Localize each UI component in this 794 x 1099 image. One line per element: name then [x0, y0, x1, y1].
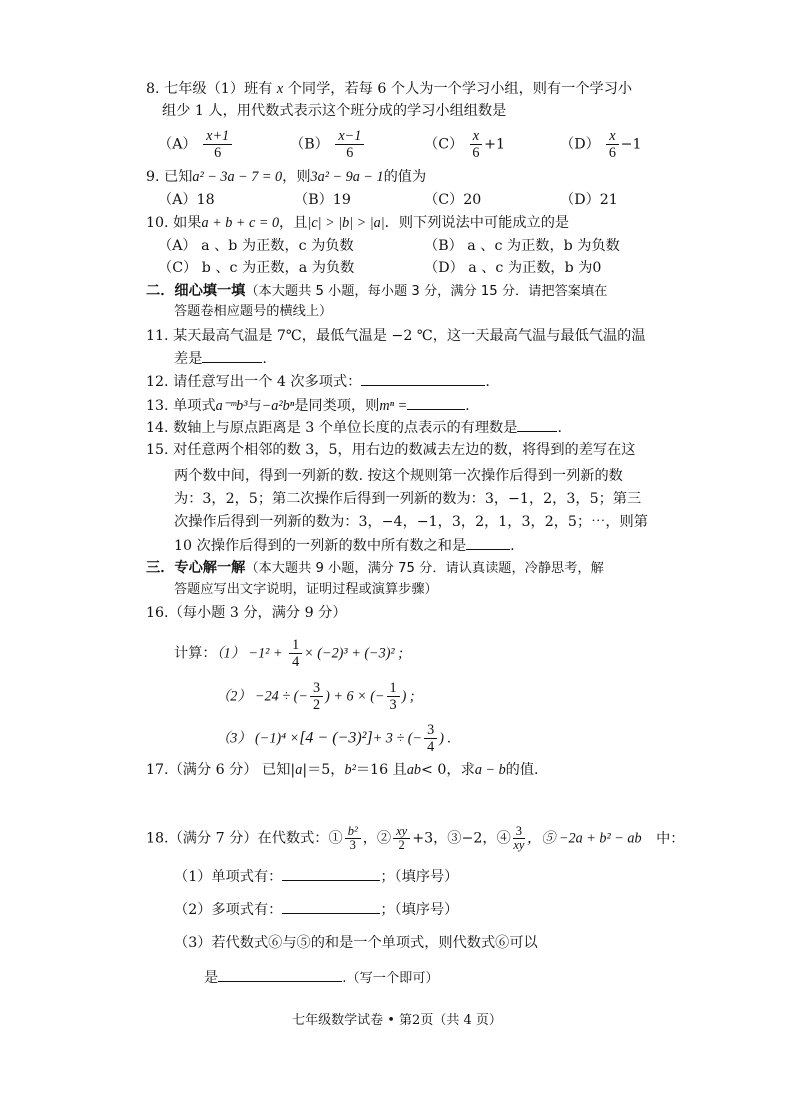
q8-option-c: （C） $\frac{x}{6}$ +1: [424, 128, 505, 161]
answer-blank[interactable]: [218, 967, 342, 982]
answer-blank[interactable]: [361, 371, 485, 386]
q8-option-d: （D） $\frac{x}{6}$ −1: [560, 128, 642, 161]
answer-blank[interactable]: [282, 866, 380, 881]
q10-stem: 10. 如果a + b + c = 0，且|c| > |b| > |a|．则下列说法中可能成立的是: [146, 215, 570, 231]
q16-part1: 计算：（1） −1² + $\frac{1}{4}$ × (−2)³ + (−3)² ;: [174, 637, 403, 670]
fraction: $\frac{1}{3}$: [387, 680, 400, 713]
q12: 12. 请任意写出一个 4 次多项式： .: [146, 371, 490, 392]
section-2-header: 二．细心填一填（本大题共 5 小题，每小题 3 分，满分 15 分．请把答案填在: [146, 283, 608, 299]
q9-stem: 9. 已知a² − 3a − 7 = 0，则3a² − 9a − 1的值为: [146, 169, 427, 185]
fraction: $\frac{3}{2}$: [310, 680, 323, 713]
q18-sub2: （2）多项式有： ；（填序号）: [174, 899, 458, 920]
q9-option-a: （A）18: [158, 192, 215, 208]
q11-line1: 11. 某天最高气温是 7℃，最低气温是 −2 ℃，这一天最高气温与最低气温的温: [146, 328, 646, 344]
answer-blank[interactable]: [466, 535, 510, 550]
q9-option-c: （C）20: [424, 192, 482, 208]
fraction: $\frac{3}{4}$: [424, 722, 437, 755]
section-3-header: 三．专心解一解（本大题共 9 小题，满分 75 分．请认真读题，冷静思考，解: [146, 560, 604, 576]
fraction: $\frac{x}{6}$: [470, 128, 482, 161]
answer-blank[interactable]: [407, 395, 465, 410]
q16-part3: （3） (−1)⁴ ×[4 − (−3)²]+ 3 ÷ (− $\frac{3}{4}$ ) .: [216, 722, 452, 755]
q8-line2: 组少 1 人，用代数式表示这个班分成的学习小组组数是: [162, 103, 507, 119]
fraction: $\frac{x}{6}$: [606, 128, 618, 161]
page-footer: 七年级数学试卷 • 第2页（共 4 页）: [292, 1013, 502, 1028]
fraction: $\frac{xy}{2}$: [393, 825, 410, 852]
q15-line4: 次操作后得到一列新的数为：3，−4，−1，3，2，1，3，2，5；⋯，则第: [174, 514, 648, 530]
q15-line1: 15. 对任意两个相邻的数 3，5，用右边的数减去左边的数，将得到的差写在这: [146, 442, 636, 458]
q18-stem: 18.（满分 7 分）在代数式：① $\frac{\text{b²}}{3}$ ，② $\frac{xy}{2}$ +3，③−2，④ $\frac{3}{xy}$ ，⑤ −2a + b² − ab 中：: [146, 824, 685, 852]
q17: 17.（满分 6 分） 已知|a|＝5，b²＝16 且ab< 0，求a − b的值.: [146, 762, 539, 778]
answer-blank[interactable]: [517, 417, 557, 432]
q9-option-b: （B）19: [294, 192, 351, 208]
q16-part2: （2） −24 ÷ (− $\frac{3}{2}$ ) + 6 × (− $\frac{1}{3}$ ) ;: [216, 680, 415, 713]
q8-option-b: （B） $\frac{x-1}{6}$: [290, 128, 366, 161]
section-2-desc: 答题卷相应题号的横线上）: [174, 304, 333, 319]
q15-line3: 为：3，2，5；第二次操作后得到一列新的数为：3，−1，2，3，5；第三: [174, 491, 642, 507]
q13: 13. 单项式a⁻ᵐb³与−a²bⁿ是同类项，则mⁿ = .: [146, 395, 470, 416]
q18-sub1: （1）单项式有： ；（填序号）: [174, 866, 458, 887]
fraction: $\frac{x-1}{6}$: [335, 128, 364, 161]
q10-option-a: （A） a 、b 为正数，c 为负数: [158, 238, 354, 254]
q10-option-d: （D） a 、c 为正数，b 为0: [424, 260, 602, 276]
fraction: $\frac{\text{b²}}{3}$: [345, 825, 361, 852]
q16-header: 16.（每小题 3 分，满分 9 分）: [146, 605, 347, 621]
q10-option-b: （B） a 、c 为正数，b 为负数: [424, 238, 620, 254]
q18-sub3: （3）若代数式⑥与⑤的和是一个单项式，则代数式⑥可以: [174, 935, 538, 951]
fraction: $\frac{1}{4}$: [289, 637, 302, 670]
q8-line1: 8. 七年级（1）班有 x 个同学，若每 6 个人为一个学习小组，则有一个学习小: [146, 81, 633, 97]
answer-blank[interactable]: [202, 348, 262, 363]
q14: 14. 数轴上与原点距离是 3 个单位长度的点表示的有理数是 .: [146, 417, 562, 438]
q10-option-c: （C） b 、c 为正数，a 为负数: [158, 260, 355, 276]
q11-line2: 差是 .: [174, 348, 267, 369]
fraction: $\frac{x+1}{6}$: [203, 128, 232, 161]
q8-option-a: （A） $\frac{x+1}{6}$: [158, 128, 234, 161]
fraction: $\frac{3}{xy}$: [513, 824, 525, 852]
section-3-desc: 答题应写出文字说明，证明过程或演算步骤）: [174, 582, 438, 597]
q9-option-d: （D）21: [560, 192, 618, 208]
q18-sub3-blank-line: 是 .（写一个即可）: [204, 967, 439, 989]
q15-line5: 10 次操作后得到的一列新的数中所有数之和是 .: [174, 535, 515, 556]
q15-line2: 两个数中间，得到一列新的数. 按这个规则第一次操作后得到一列新的数: [174, 468, 623, 484]
answer-blank[interactable]: [282, 899, 380, 914]
